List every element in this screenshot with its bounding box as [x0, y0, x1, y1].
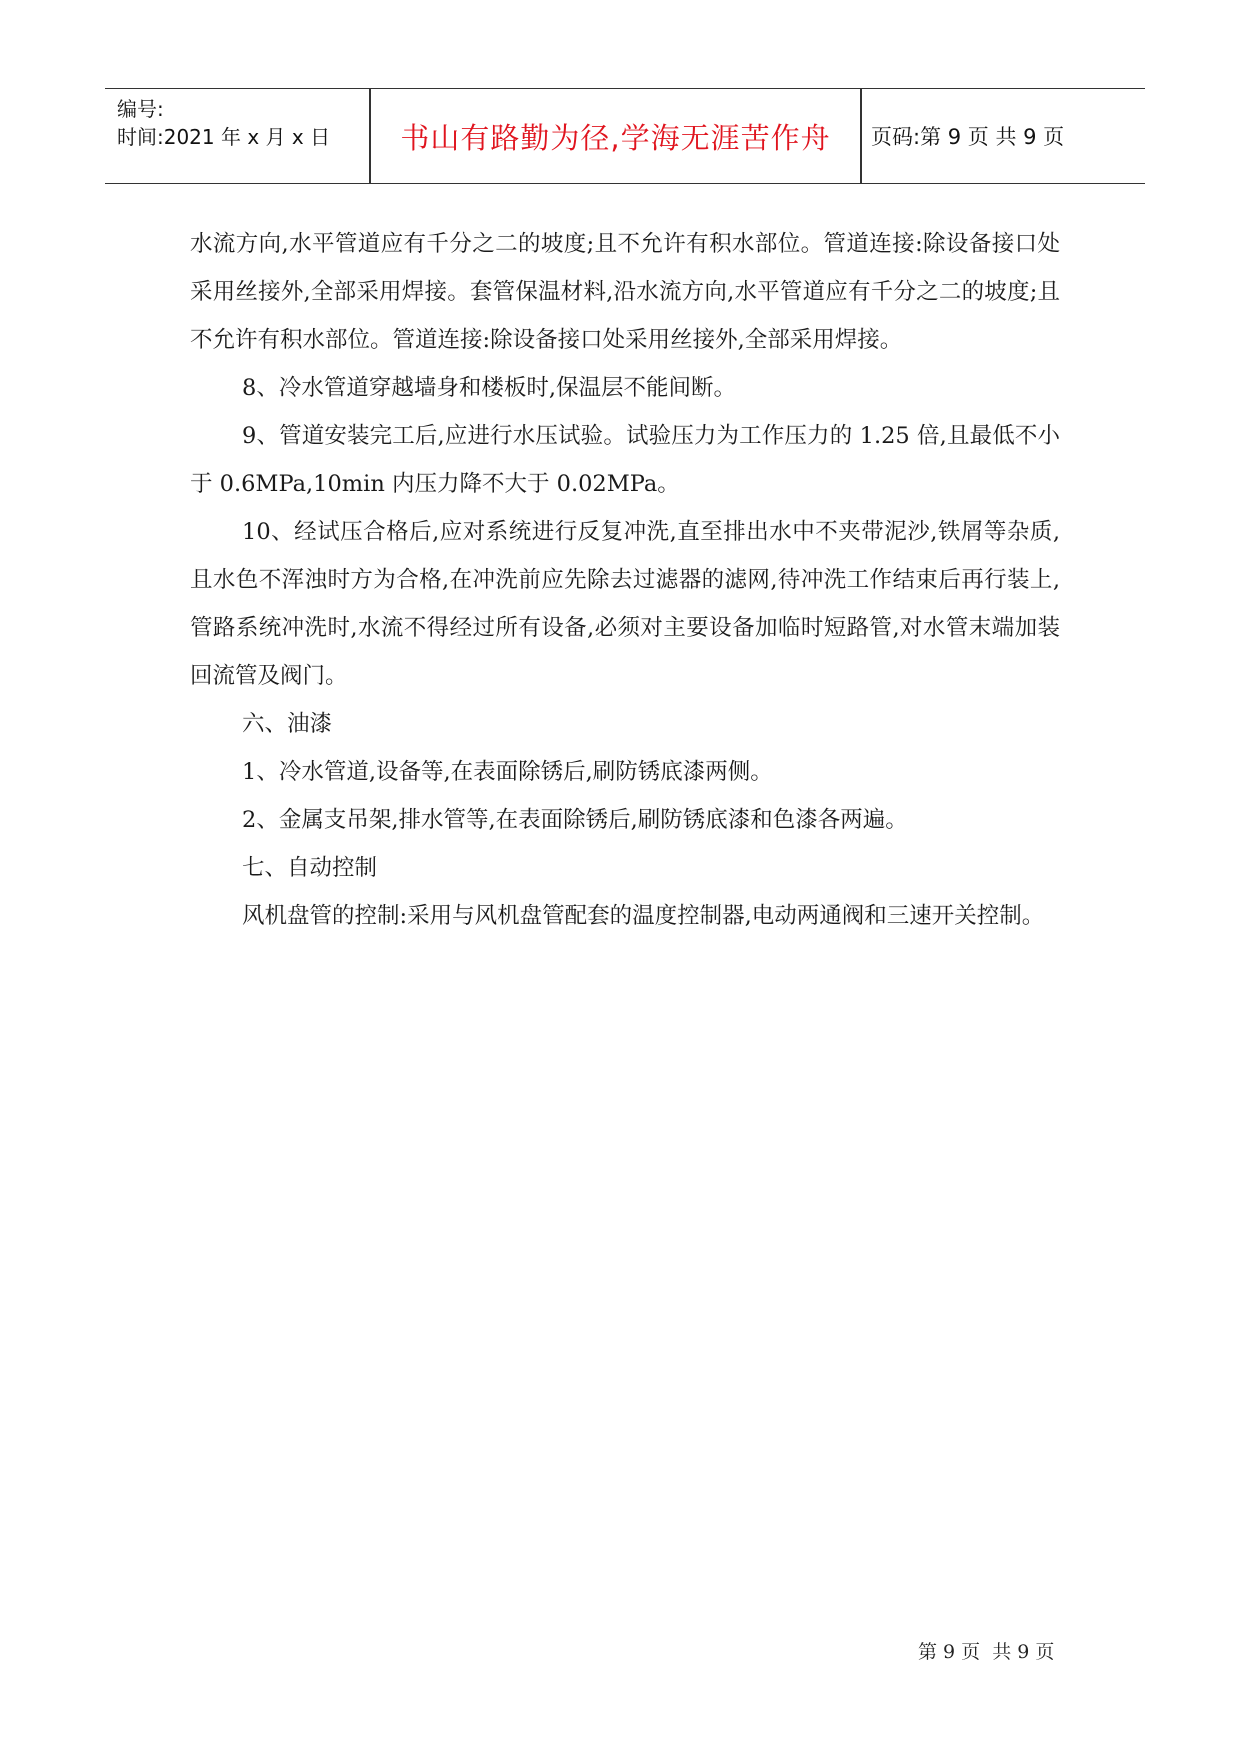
body-paragraph: 10、经试压合格后,应对系统进行反复冲洗,直至排出水中不夹带泥沙,铁屑等杂质,且水色不浑浊时方为合格,在冲洗前应先除去过滤器的滤网,待冲洗工作结束后再行装上,管路系统冲洗时,水流不得经过所有设备,必须对主要设备加临时短路管,对水管末端加装回流管及阀门。: [190, 519, 1060, 689]
section-heading: 六、油漆: [242, 711, 333, 737]
document-header: [105, 88, 1145, 184]
document-number-label: 编号:: [117, 97, 164, 121]
body-paragraph: 8、冷水管道穿越墙身和楼板时,保温层不能间断。: [242, 375, 736, 401]
section-heading: 七、自动控制: [242, 855, 378, 881]
body-paragraph: 水流方向,水平管道应有千分之二的坡度;且不允许有积水部位。管道连接:除设备接口处采用丝接外,全部采用焊接。套管保温材料,沿水流方向,水平管道应有千分之二的坡度;且不允许有积水部位。管道连接:除设备接口处采用丝接外,全部采用焊接。: [190, 231, 1060, 353]
body-paragraph: 9、管道安装完工后,应进行水压试验。试验压力为工作压力的 1.25 倍,且最低不小于 0.6MPa,10min 内压力降不大于 0.02MPa。: [190, 423, 1060, 497]
header-page-info: 页码:第 9 页 共 9 页: [871, 125, 1065, 149]
header-meta: [105, 89, 369, 183]
body-paragraph: 风机盘管的控制:采用与风机盘管配套的温度控制器,电动两通阀和三速开关控制。: [242, 903, 1045, 929]
header-motto: 书山有路勤为径,学海无涯苦作舟: [400, 120, 831, 155]
body-paragraph: 2、金属支吊架,排水管等,在表面除锈后,刷防锈底漆和色漆各两遍。: [242, 807, 908, 833]
header-divider: [860, 89, 862, 183]
page-footer-number: 第 9 页 共 9 页: [918, 1641, 1055, 1663]
document-body: [190, 220, 1060, 940]
document-time-label: 时间:2021 年 x 月 x 日: [117, 125, 331, 149]
body-paragraph: 1、冷水管道,设备等,在表面除锈后,刷防锈底漆两侧。: [242, 759, 773, 785]
